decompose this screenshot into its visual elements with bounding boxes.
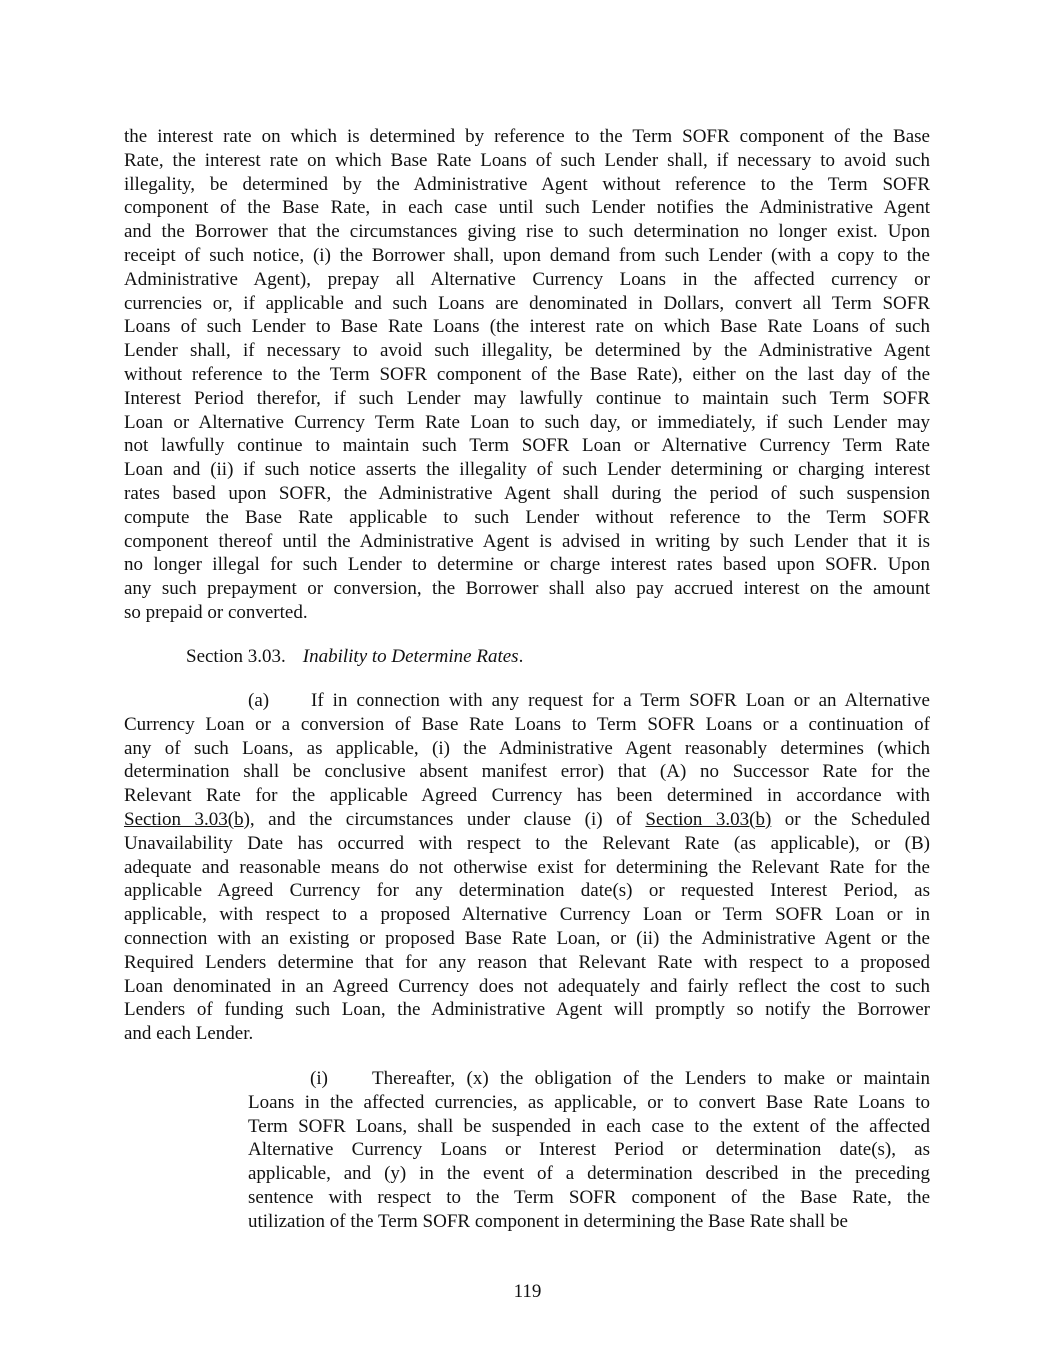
line-text: and the Borrower that the circumstances giving rise to such determination no longer exist. Upon <box>124 221 930 243</box>
paragraph-illegality-continued <box>124 125 930 625</box>
text-line <box>124 1022 930 1046</box>
text-line <box>124 553 930 577</box>
text-line <box>124 387 930 411</box>
line-text: no longer illegal for such Lender to determine or charge interest rates based upon SOFR. Upon <box>124 554 930 576</box>
line-text: Thereafter, (x) the obligation of the Lenders to make or maintain <box>372 1068 930 1089</box>
paragraph-a-i <box>248 1067 930 1234</box>
line-text: or the Scheduled <box>771 808 930 830</box>
line-text: Loans in the affected currencies, as applicable, or to convert Base Rate Loans to <box>248 1091 930 1113</box>
line-text: and the circumstances under clause (i) of <box>254 808 646 830</box>
line-text: Rate, the interest rate on which Base Rate Loans of such Lender shall, if necessary to avoid such <box>124 149 930 171</box>
section-heading <box>186 645 523 669</box>
line-text: and each Lender. <box>124 1023 254 1045</box>
text-line <box>124 363 930 387</box>
text-line <box>248 1067 930 1091</box>
section-title-period: . <box>518 646 524 667</box>
text-line <box>248 1115 930 1139</box>
text-line <box>124 244 930 268</box>
line-text: Loan and (ii) if such notice asserts the illegality of such Lender determining or charging interest <box>124 459 930 481</box>
text-line <box>124 856 930 880</box>
line-text: component of the Base Rate, in each case until such Lender notifies the Administrative Agent <box>124 197 930 219</box>
line-text: without reference to the Term SOFR component of the Base Rate), either on the last day of the <box>124 363 930 385</box>
text-line <box>248 1091 930 1115</box>
text-line <box>124 458 930 482</box>
line-text: compute the Base Rate applicable to such Lender without reference to the Term SOFR <box>124 506 930 528</box>
text-line <box>124 808 930 832</box>
line-text: rates based upon SOFR, the Administrative Agent shall during the period of such suspension <box>124 482 930 504</box>
line-text: currencies or, if applicable and such Loans are denominated in Dollars, convert all Term SOFR <box>124 292 930 314</box>
line-text: Alternative Currency Loans or Interest Period or determination date(s), as <box>248 1139 930 1161</box>
text-line <box>124 577 930 601</box>
text-line <box>124 737 930 761</box>
line-text: Term SOFR Loans, shall be suspended in each case to the extent of the affected <box>248 1115 930 1137</box>
text-line <box>248 1210 930 1234</box>
line-text: adequate and reasonable means do not otherwise exist for determining the Relevant Rate for the <box>124 856 930 878</box>
text-line <box>124 784 930 808</box>
text-line <box>124 149 930 173</box>
clause-label: (i) <box>310 1068 328 1089</box>
line-text: determination shall be conclusive absent manifest error) that (A) no Successor Rate for the <box>124 761 930 783</box>
text-line <box>124 411 930 435</box>
text-line <box>124 339 930 363</box>
line-text: If in connection with any request for a Term SOFR Loan or an Alternative <box>311 690 930 711</box>
line-text: utilization of the Term SOFR component in determining the Base Rate shall be <box>248 1210 848 1232</box>
line-text: not lawfully continue to maintain such Term SOFR Loan or Alternative Currency Term Rate <box>124 435 930 457</box>
section-title: Inability to Determine Rates <box>302 646 519 667</box>
clause-label: (a) <box>248 690 270 711</box>
line-text: applicable, with respect to a proposed Alternative Currency Loan or Term SOFR Loan or in <box>124 904 930 926</box>
line-text: Currency Loan or a conversion of Base Rate Loans to Term SOFR Loans or a continuation of <box>124 713 930 735</box>
text-line <box>124 879 930 903</box>
text-line <box>124 713 930 737</box>
paragraph-a <box>124 689 930 1046</box>
line-text: Loan denominated in an Agreed Currency does not adequately and fairly reflect the cost to such <box>124 975 930 997</box>
text-line <box>124 220 930 244</box>
line-text: applicable, and (y) in the event of a determination described in the preceding <box>248 1163 930 1185</box>
line-text: sentence with respect to the Term SOFR component of the Base Rate, the <box>248 1186 930 1208</box>
text-line <box>124 482 930 506</box>
section-number: Section 3.03. <box>186 646 286 667</box>
text-line <box>124 530 930 554</box>
line-text: the interest rate on which is determined by reference to the Term SOFR component of the Base <box>124 126 930 147</box>
line-text: Lender shall, if necessary to avoid such illegality, be determined by the Administrative Agent <box>124 340 930 362</box>
line-text: Relevant Rate for the applicable Agreed Currency has been determined in accordance with <box>124 785 930 807</box>
line-text: illegality, be determined by the Administrative Agent without reference to the Term SOFR <box>124 173 930 195</box>
text-line <box>124 951 930 975</box>
line-text: applicable Agreed Currency for any determination date(s) or requested Interest Period, as <box>124 880 930 902</box>
text-line <box>124 173 930 197</box>
line-text: Administrative Agent), prepay all Alternative Currency Loans in the affected currency or <box>124 268 930 290</box>
line-text: receipt of such notice, (i) the Borrower shall, upon demand from such Lender (with a copy to the <box>124 244 930 266</box>
text-line <box>124 125 930 149</box>
text-line <box>124 903 930 927</box>
text-line <box>124 832 930 856</box>
line-text: Interest Period therefor, if such Lender may lawfully continue to maintain such Term SOFR <box>124 387 930 409</box>
line-text: so prepaid or converted. <box>124 601 308 623</box>
line-text: component thereof until the Administrative Agent is advised in writing by such Lender that it is <box>124 530 930 552</box>
text-line <box>248 1138 930 1162</box>
text-line <box>124 268 930 292</box>
line-text: Loan or Alternative Currency Term Rate Loan to such day, or immediately, if such Lender may <box>124 411 930 433</box>
text-line <box>124 506 930 530</box>
line-text: Unavailability Date has occurred with respect to the Relevant Rate (as applicable), or (B) <box>124 832 930 854</box>
text-line <box>124 975 930 999</box>
line-text: Required Lenders determine that for any reason that Relevant Rate with respect to a proposed <box>124 951 930 973</box>
text-line <box>124 315 930 339</box>
line-text: any such prepayment or conversion, the Borrower shall also pay accrued interest on the amount <box>124 578 930 600</box>
line-text: Lenders of funding such Loan, the Administrative Agent will promptly so notify the Borrower <box>124 999 930 1021</box>
page-number: 119 <box>513 1281 542 1302</box>
section-reference: Section 3.03(b) <box>645 808 772 830</box>
text-line <box>124 760 930 784</box>
text-line <box>124 927 930 951</box>
text-line <box>124 196 930 220</box>
text-line <box>124 434 930 458</box>
text-line <box>124 292 930 316</box>
text-line <box>124 998 930 1022</box>
text-line <box>124 689 930 713</box>
line-text: connection with an existing or proposed Base Rate Loan, or (ii) the Administrative Agent or the <box>124 927 930 949</box>
line-text: any of such Loans, as applicable, (i) the Administrative Agent reasonably determines (which <box>124 737 930 759</box>
line-text: Loans of such Lender to Base Rate Loans (the interest rate on which Base Rate Loans of such <box>124 316 930 338</box>
text-line <box>248 1186 930 1210</box>
section-reference: Section 3.03(b), <box>124 808 255 830</box>
text-line <box>248 1162 930 1186</box>
text-line <box>124 601 930 625</box>
